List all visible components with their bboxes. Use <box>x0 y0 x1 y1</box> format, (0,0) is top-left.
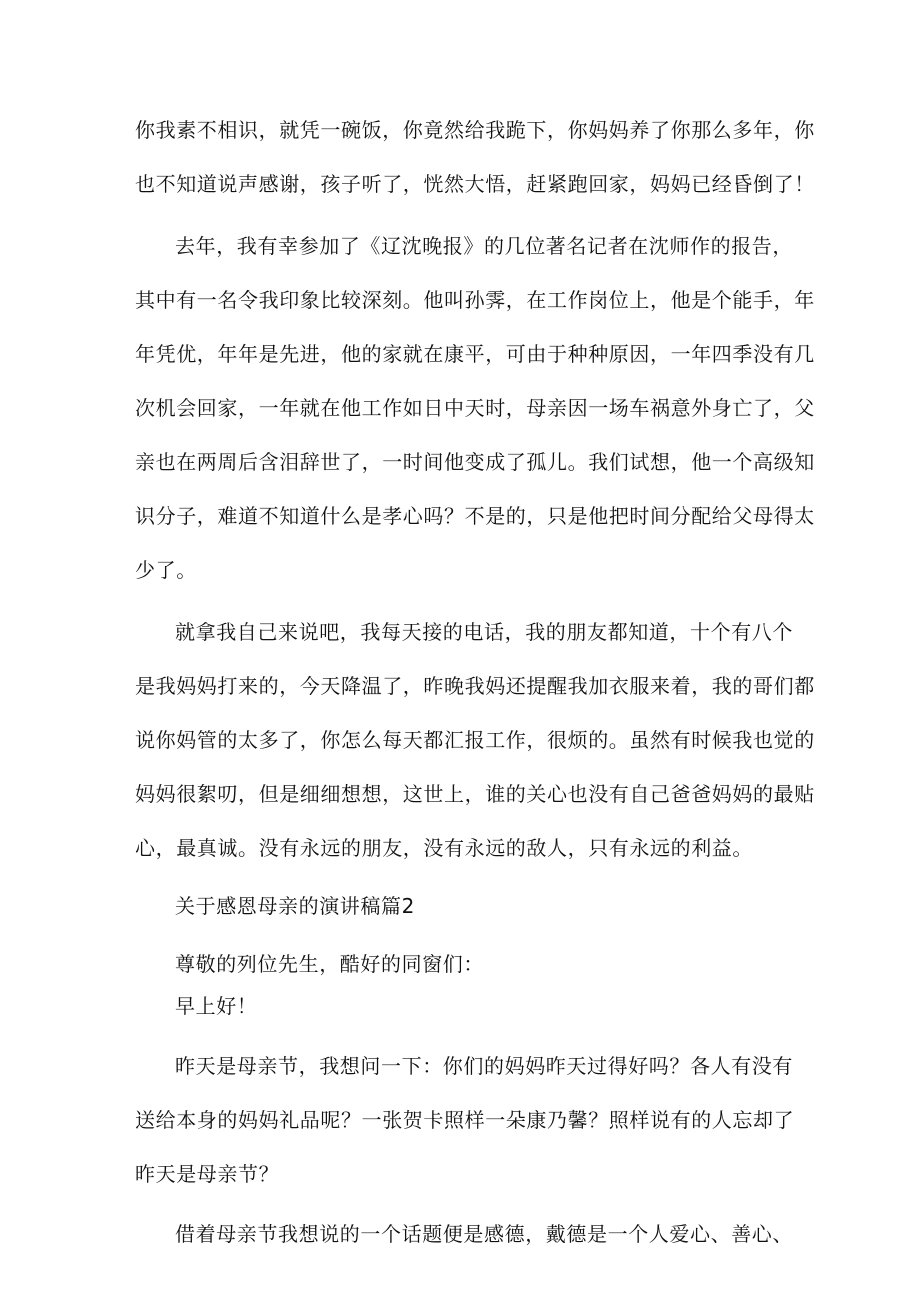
text-line: 你我素不相识，就凭一碗饭，你竟然给我跪下，你妈妈养了你那么多年，你 <box>135 118 815 142</box>
greeting-line: 早上好！ <box>175 994 258 1018</box>
text-line: 就拿我自己来说吧，我每天接的电话，我的朋友都知道，十个有八个 <box>175 620 793 644</box>
text-line: 昨天是母亲节，我想问一下：你们的妈妈昨天过得好吗？各人有没有 <box>175 1054 793 1078</box>
text-line: 年凭优，年年是先进，他的家就在康平，可由于种种原因，一年四季没有几 <box>135 342 815 366</box>
text-line: 也不知道说声感谢，孩子听了，恍然大悟，赶紧跑回家，妈妈已经昏倒了！ <box>135 172 815 196</box>
text-line: 次机会回家，一年就在他工作如日中天时，母亲因一场车祸意外身亡了，父 <box>135 396 815 420</box>
greeting-line: 尊敬的列位先生，酷好的同窗们： <box>175 952 484 976</box>
text-line: 少了。 <box>135 558 197 582</box>
text-line: 其中有一名令我印象比较深刻。他叫孙霁，在工作岗位上，他是个能手，年 <box>135 288 815 312</box>
text-line: 说你妈管的太多了，你怎么每天都汇报工作，很烦的。虽然有时候我也觉的 <box>135 728 815 752</box>
text-line: 送给本身的妈妈礼品呢？一张贺卡照样一朵康乃馨？照样说有的人忘却了 <box>135 1108 795 1132</box>
section-heading: 关于感恩母亲的演讲稿篇2 <box>175 894 415 918</box>
text-line: 识分子，难道不知道什么是孝心吗？不是的，只是他把时间分配给父母得太 <box>135 504 815 528</box>
text-line: 心，最真诚。没有永远的朋友，没有永远的敌人，只有永远的利益。 <box>135 836 753 860</box>
text-line: 去年，我有幸参加了《辽沈晚报》的几位著名记者在沈师作的报告， <box>175 234 793 258</box>
text-line: 昨天是母亲节？ <box>135 1162 280 1186</box>
text-line: 妈妈很絮叨，但是细细想想，这世上，谁的关心也没有自己爸爸妈妈的最贴 <box>135 782 815 806</box>
text-line: 是我妈妈打来的，今天降温了，昨晚我妈还提醒我加衣服来着，我的哥们都 <box>135 674 815 698</box>
text-line: 借着母亲节我想说的一个话题便是感德，戴德是一个人爱心、善心、 <box>175 1222 793 1246</box>
text-line: 亲也在两周后含泪辞世了，一时间他变成了孤儿。我们试想，他一个高级知 <box>135 450 815 474</box>
